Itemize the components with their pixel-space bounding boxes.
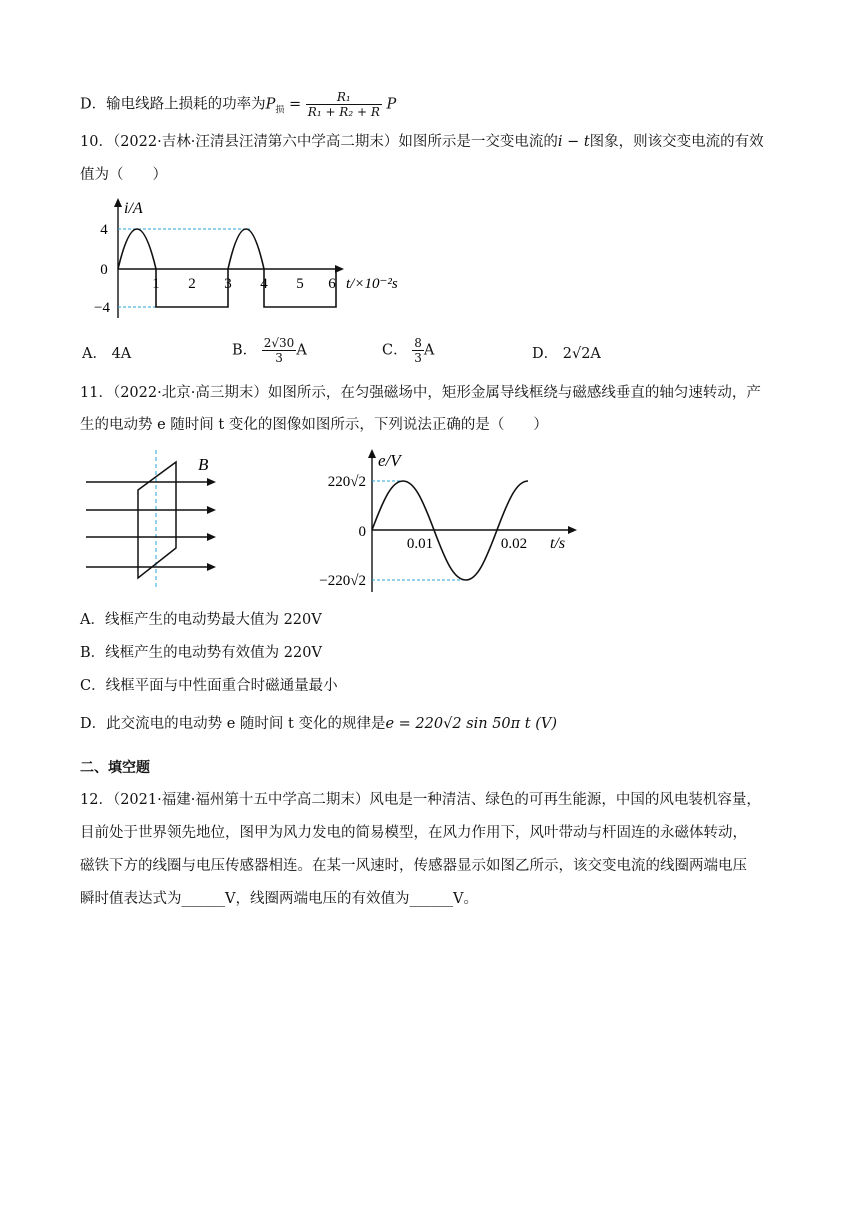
- q11-xtick-002: 0.02: [500, 536, 528, 552]
- q10-y-label: i/A: [124, 200, 143, 217]
- q10-current-graph: [82, 196, 412, 326]
- q10-option-b-denominator: 3: [275, 351, 283, 365]
- q11-stem-line1: 11．（2022·北京·高三期末）如图所示，在匀强磁场中，矩形金属导线框绕与磁感线垂直的轴匀速转动，产: [80, 385, 761, 401]
- q10-option-c-label: C．: [382, 342, 408, 359]
- q10-option-b-fraction: [262, 336, 297, 365]
- q11-x-label: t/s: [550, 535, 566, 552]
- q11-stem-line2: 生的电动势 e 随时间 t 变化的图像如图所示，下列说法正确的是（ ）: [80, 417, 548, 433]
- q10-stem-line2: 值为（ ）: [80, 167, 167, 183]
- q10-option-b-unit: A: [296, 342, 307, 359]
- q10-xtick-6: 6: [328, 276, 336, 292]
- q11-option-d[interactable]: [80, 714, 557, 734]
- q9-option-d-text: D．输电线路上损耗的功率为: [80, 96, 266, 113]
- q11-ytick-max: 220√2: [327, 474, 366, 490]
- loss-fraction-denominator: R₁ + R₂ + R: [307, 105, 380, 119]
- q10-xtick-1: 1: [152, 276, 160, 292]
- q10-option-b-label: B．: [232, 342, 258, 359]
- q11-option-d-formula: e = 220√2 sin 50π t (V): [385, 716, 558, 732]
- loss-fraction: [306, 90, 382, 119]
- q10-ytick-4: 4: [100, 222, 108, 238]
- q11-rectangular-coil: [138, 462, 176, 578]
- q10-xtick-5: 5: [296, 276, 304, 292]
- q11-xtick-001: 0.01: [406, 536, 434, 552]
- q10-xtick-4: 4: [260, 276, 268, 292]
- q10-half-sine-1: [118, 229, 156, 269]
- q11-field-arrow-2-icon: [207, 506, 216, 514]
- q10-stem-variable: i − t: [557, 134, 590, 150]
- q10-option-c-fraction: [412, 336, 424, 365]
- q10-option-c-unit: A: [423, 342, 435, 359]
- q10-ytick-0: 0: [100, 262, 108, 278]
- q10-stem-text: 10．（2022·吉林·汪清县汪清第六中学高二期末）如图所示是一交变电流的: [80, 134, 558, 150]
- q12-line1: 12．（2021·福建·福州第十五中学高二期末）风电是一种清洁、绿色的可再生能源，中国的风电装机容量，: [80, 792, 761, 808]
- q11-option-d-text: D．此交流电的电动势 e 随时间 t 变化的规律是: [80, 716, 386, 732]
- q10-option-b-numerator: 2√30: [263, 336, 295, 350]
- q10-xtick-3: 3: [224, 276, 232, 292]
- p-symbol: P: [386, 96, 397, 113]
- q10-option-c[interactable]: [382, 336, 434, 365]
- q11-field-arrow-1-icon: [207, 478, 216, 486]
- q10-option-b[interactable]: [232, 336, 307, 365]
- q11-option-a[interactable]: A．线框产生的电动势最大值为 220V: [80, 612, 322, 628]
- q11-y-arrow-icon: [368, 449, 376, 458]
- p-loss-symbol: P: [265, 96, 276, 113]
- q12-line2: 目前处于世界领先地位，图甲为风力发电的简易模型，在风力作用下，风叶带动与杆固连的永磁体转动，: [80, 825, 747, 841]
- q11-field-label: B: [198, 455, 209, 474]
- q9-option-d[interactable]: D．输电线路上损耗的功率为$P_损$ = $\frac{\text{R₁}}{\text{R₁ + R₂ + R}}$ P: [80, 90, 397, 119]
- q10-option-c-numerator: 8: [414, 336, 422, 350]
- q12-line3: 磁铁下方的线圈与电压传感器相连。在某一风速时，传感器显示如图乙所示，该交变电流的线圈两端电压: [80, 858, 747, 874]
- q10-half-sine-2: [228, 229, 264, 269]
- q11-coil-figure: [84, 450, 234, 590]
- q11-emf-graph: [300, 446, 590, 596]
- q11-ytick-0: 0: [358, 524, 366, 540]
- q11-field-arrow-3-icon: [207, 533, 216, 541]
- q10-xtick-2: 2: [188, 276, 196, 292]
- q10-ytick-neg4: −4: [94, 300, 110, 316]
- q11-option-c[interactable]: C．线框平面与中性面重合时磁通量最小: [80, 678, 338, 694]
- q10-option-a[interactable]: A． 4A: [82, 346, 132, 362]
- q12-line4: 瞬时值表达式为______V，线圈两端电压的有效值为______V。: [80, 891, 478, 907]
- p-loss-subscript: 损: [275, 105, 285, 116]
- q11-option-b[interactable]: B．线框产生的电动势有效值为 220V: [80, 645, 322, 661]
- q10-stem-tail: 图象，则该交变电流的有效: [589, 134, 764, 150]
- q10-x-label: t/×10⁻²s: [346, 276, 398, 292]
- section-title-fill-blank: 二、填空题: [80, 760, 150, 776]
- q10-y-arrow-icon: [114, 198, 122, 207]
- loss-fraction-numerator: R₁: [306, 90, 382, 105]
- q11-field-arrow-4-icon: [207, 563, 216, 571]
- q11-ytick-min: −220√2: [319, 573, 366, 589]
- q10-option-d[interactable]: D． 2√2A: [532, 346, 601, 362]
- q11-x-arrow-icon: [568, 526, 577, 534]
- q10-stem-line1: [80, 132, 764, 152]
- q11-y-label: e/V: [378, 451, 401, 470]
- q10-option-c-denominator: 3: [414, 351, 422, 365]
